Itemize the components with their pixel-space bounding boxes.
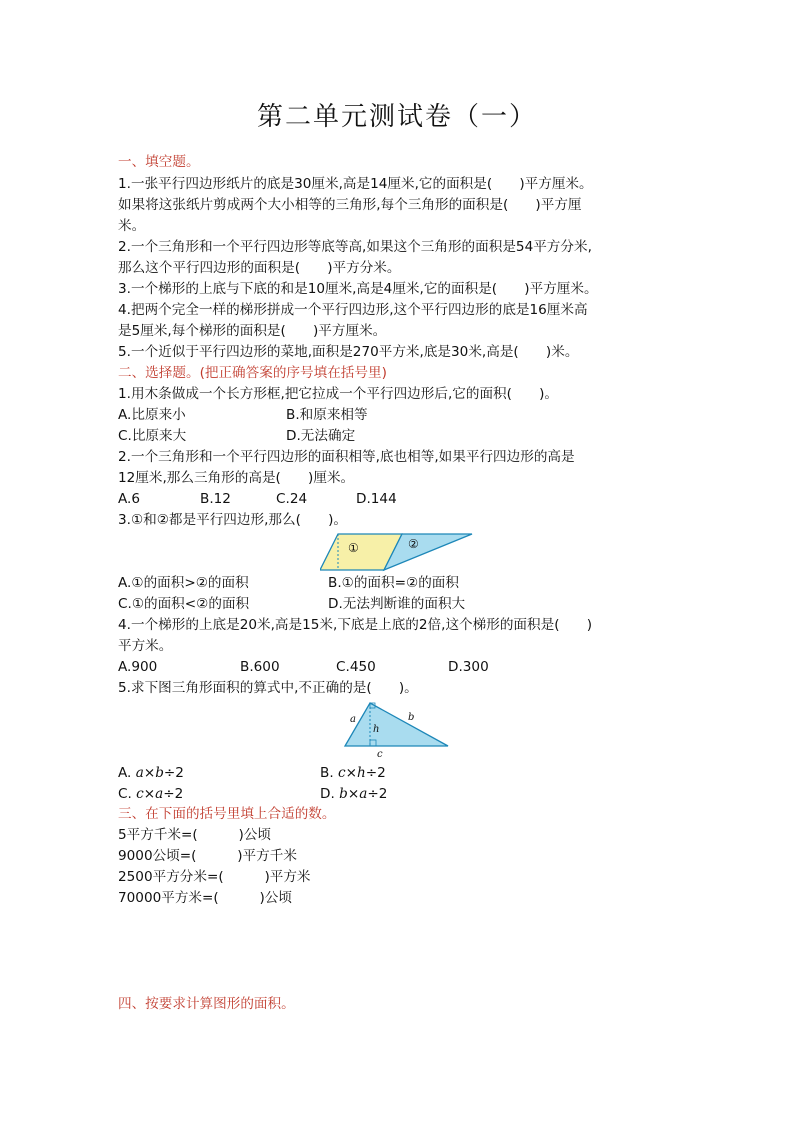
var: c [337,765,346,781]
option-prefix: B. [320,765,338,781]
s2-q5-options-row1 [118,763,678,783]
s2-q2-option-c: C.24 [276,491,308,507]
s2-q2-option-d: D.144 [356,491,397,507]
s2-q4-options [118,657,678,677]
section-4-heading: 四、按要求计算图形的面积。 [118,996,295,1012]
section-2-heading-row [118,363,387,383]
section-1-heading: 一、填空题。 [118,154,200,170]
side-label-b: b [408,712,415,723]
option-prefix: D. [320,786,340,802]
s2-q3-option-b: B.①的面积=②的面积 [328,575,459,591]
s1-q4-line2: 是5厘米,每个梯形的面积是( )平方厘米。 [118,323,387,339]
s1-q2-line2: 那么这个平行四边形的面积是( )平方分米。 [118,260,401,276]
s2-q5-stem: 5.求下图三角形面积的算式中,不正确的是( )。 [118,680,418,696]
var: a [359,786,368,802]
s1-q1-line1: 1.一张平行四边形纸片的底是30厘米,高是14厘米,它的面积是( )平方厘米。 [118,176,593,192]
side-label-a: a [350,714,356,725]
var: b [339,786,348,802]
s1-q3: 3.一个梯形的上底与下底的和是10厘米,高是4厘米,它的面积是( )平方厘米。 [118,281,598,297]
s2-q5-option-d [320,784,387,804]
s2-q1-option-c: C.比原来大 [118,428,187,444]
op: ÷2 [365,765,386,781]
var: a [135,765,144,781]
section-3-heading: 三、在下面的括号里填上合适的数。 [118,806,336,822]
s2-q5-option-c [118,784,183,804]
s3-item-1: 5平方千米=( )公顷 [118,827,271,843]
triangle [345,703,448,746]
s1-q1-line3: 米。 [118,218,146,234]
var: c [136,786,144,802]
s2-q4-stem-line2: 平方米。 [118,638,173,654]
op: × [347,786,360,802]
section-2-heading: 二、选择题。 [118,365,200,381]
s2-q1-option-a: A.比原来小 [118,407,186,423]
s2-q2-option-b: B.12 [200,491,231,507]
var: b [155,765,164,781]
triangle-figure [340,698,452,760]
var: a [155,786,164,802]
s2-q1-options-row1 [118,405,678,425]
op: ÷2 [367,786,388,802]
s2-q4-option-a: A.900 [118,659,158,675]
s1-q2-line1: 2.一个三角形和一个平行四边形等底等高,如果这个三角形的面积是54平方分米, [118,239,592,255]
s2-q2-stem-line2: 12厘米,那么三角形的高是( )厘米。 [118,470,355,486]
s2-q3-stem: 3.①和②都是平行四边形,那么( )。 [118,512,347,528]
option-prefix: A. [118,765,136,781]
s2-q4-option-b: B.600 [240,659,280,675]
s2-q5-options-row2 [118,784,678,804]
s2-q1-stem: 1.用木条做成一个长方形框,把它拉成一个平行四边形后,它的面积( )。 [118,386,559,402]
s2-q4-option-d: D.300 [448,659,489,675]
s2-q5-option-a [118,763,184,783]
op: × [143,786,156,802]
s2-q1-option-d: D.无法确定 [286,428,356,444]
var: h [356,765,366,781]
s1-q1-line2: 如果将这张纸片剪成两个大小相等的三角形,每个三角形的面积是( )平方厘 [118,197,582,213]
s2-q2-stem-line1: 2.一个三角形和一个平行四边形的面积相等,底也相等,如果平行四边形的高是 [118,449,575,465]
s1-q4-line1: 4.把两个完全一样的梯形拼成一个平行四边形,这个平行四边形的底是16厘米高 [118,302,588,318]
side-label-c: c [377,749,383,760]
section-2-note: (把正确答案的序号填在括号里) [199,365,387,381]
s2-q2-option-a: A.6 [118,491,141,507]
s2-q1-options-row2 [118,426,678,446]
s2-q3-option-a: A.①的面积>②的面积 [118,575,249,591]
s2-q1-option-b: B.和原来相等 [286,407,368,423]
s2-q3-option-d: D.无法判断谁的面积大 [328,596,466,612]
s2-q3-options-row1 [118,573,678,593]
op: × [143,765,156,781]
s3-item-4: 70000平方米=( )公顷 [118,890,292,906]
option-prefix: C. [118,786,137,802]
s2-q4-option-c: C.450 [336,659,376,675]
s3-item-2: 9000公顷=( )平方千米 [118,848,297,864]
parallelogram-2-label: ② [408,537,419,551]
op: × [345,765,357,781]
parallelogram-1-label: ① [348,541,359,555]
height-label-h: h [373,724,380,735]
s2-q3-option-c: C.①的面积<②的面积 [118,596,250,612]
s2-q4-stem-line1: 4.一个梯形的上底是20米,高是15米,下底是上底的2倍,这个梯形的面积是( ) [118,617,593,633]
s2-q3-options-row2 [118,594,678,614]
op: ÷2 [163,786,184,802]
s1-q5: 5.一个近似于平行四边形的菜地,面积是270平方米,底是30米,高是( )米。 [118,344,579,360]
s2-q5-option-b [320,763,386,783]
page-title: 第二单元测试卷（一） [256,102,537,132]
s2-q2-options [118,489,678,509]
parallelogram-figure [320,530,475,574]
op: ÷2 [163,765,184,781]
s3-item-3: 2500平方分米=( )平方米 [118,869,311,885]
